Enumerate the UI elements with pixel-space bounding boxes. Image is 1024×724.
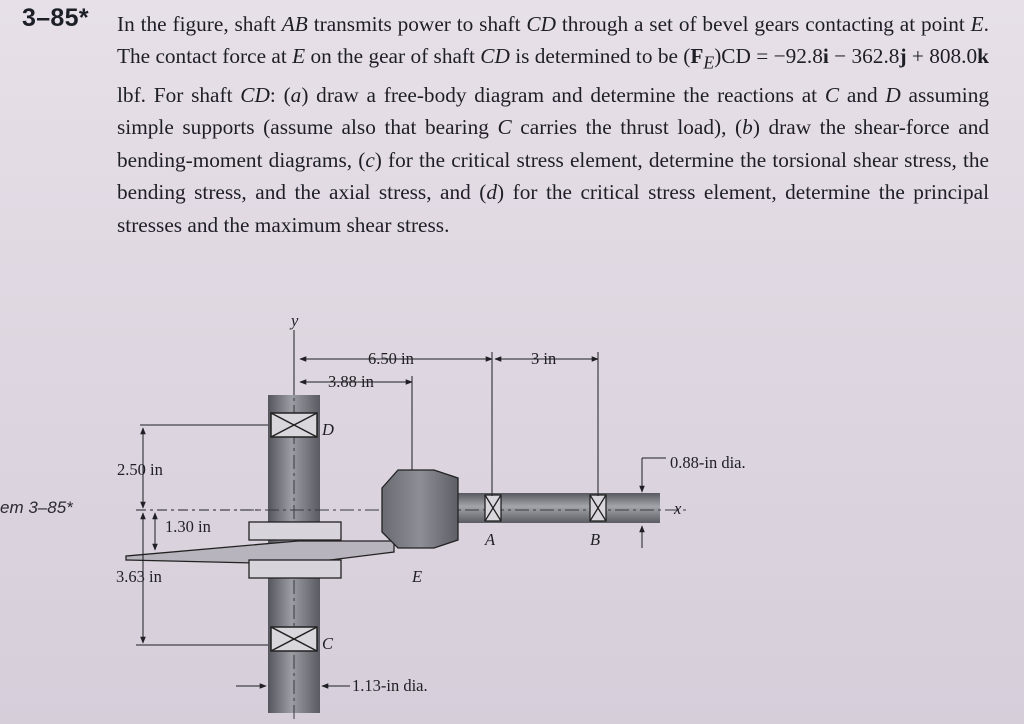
point-c-label: C [322, 634, 334, 653]
point-e-label: E [412, 567, 423, 586]
problem-statement: In the figure, shaft AB transmits power to shaft CD through a set of bevel gears contacting at point E. The contact force at E on the gear of shaft CD is determined to be $(F_E)CD = -92.8i - 362.8j + 808.0k$ lbf. For shaft CD: (a) draw a free-body diagram and determine the reactions at C and D assuming simple supports (assume also that bearing C carries the thrust load), (b) draw the shear-force and bending-moment diagrams, (c) for the critical stress element, determine the torsional shear stress, the bending stress, and the axial stress, and (d) for the critical stress element, determine the principal stresses and the maximum shear stress. [117, 12, 990, 237]
dim-388-text: 3.88 in [328, 372, 374, 391]
bearing-d [271, 413, 317, 437]
figure-margin-label: em 3–85* [0, 498, 73, 517]
point-d-label: D [322, 420, 334, 439]
dim-650-text: 6.50 in [368, 349, 414, 368]
point-b-label: B [590, 530, 601, 549]
gear-cd-lower-hub [249, 560, 341, 578]
gear-cd-hub [249, 522, 341, 540]
dim-088-dia-text: 0.88-in dia. [670, 453, 746, 472]
dim-363-text: 3.63 in [116, 567, 162, 586]
problem-number: 3–85* [22, 4, 89, 32]
point-a-label: A [485, 530, 496, 549]
bearing-a [485, 495, 501, 521]
bearing-c [271, 627, 317, 651]
gear-ab [382, 470, 458, 548]
bearing-b [590, 495, 606, 521]
axis-x-label: x [674, 499, 682, 518]
dim-3-text: 3 in [531, 349, 557, 368]
dim-130-text: 1.30 in [165, 517, 211, 536]
dim-250-text: 2.50 in [117, 460, 163, 479]
axis-y-label: y [291, 311, 299, 330]
dim-113-dia-text: 1.13-in dia. [352, 676, 428, 695]
